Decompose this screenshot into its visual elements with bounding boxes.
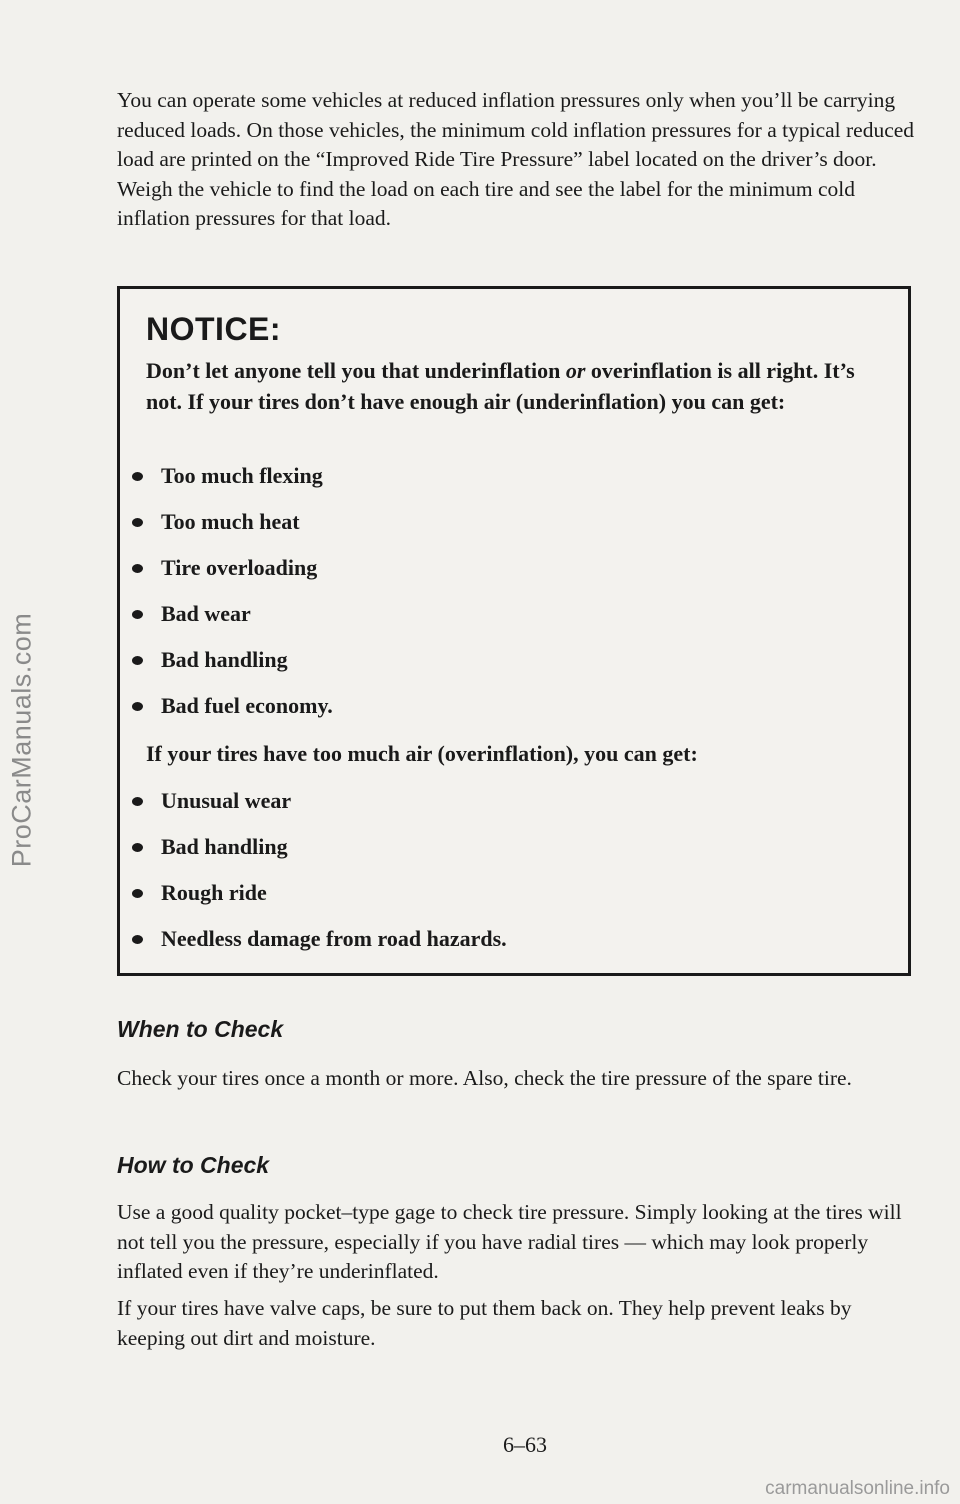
list-item-text: Unusual wear: [161, 788, 292, 813]
bullet-icon: [132, 702, 143, 711]
list-item: [132, 545, 333, 591]
bullet-icon: [132, 564, 143, 573]
notice-intro-italic: or: [565, 358, 586, 383]
notice-intro: [146, 355, 886, 417]
intro-paragraph: You can operate some vehicles at reduced inflation pressures only when you’ll be carrying reduced loads. On those vehicles, the minimum cold inflation pressures for a typical reduced load are printed on the “Improved Ride Tire Pressure” label located on the driver’s door. Weigh the vehicle to find the load on each tire and see the label for the minimum cold inflation pressures for that load.: [117, 88, 915, 230]
overinflation-intro: If your tires have too much air (overinflation), you can get:: [146, 741, 698, 766]
bottom-watermark: carmanualsonline.info: [765, 1478, 950, 1499]
valve-caps-text: If your tires have valve caps, be sure to put them back on. They help prevent leaks by keeping out dirt and moisture.: [117, 1296, 852, 1350]
bullet-icon: [132, 518, 143, 527]
how-to-check-text: Use a good quality pocket–type gage to check tire pressure. Simply looking at the tires will not tell you the pressure, especially if you have radial tires — which may look properly inflated even if they’re underinflated.: [117, 1200, 902, 1283]
list-item: [132, 870, 507, 916]
underinflation-effects-list: [132, 453, 333, 729]
list-item: [132, 499, 333, 545]
list-item-text: Rough ride: [161, 880, 267, 905]
list-item-text: Bad handling: [161, 647, 288, 672]
notice-intro-part2: overinflation is all right. It’s not. If your tires don’t have enough air (underinflation) you can get:: [146, 358, 855, 414]
bullet-icon: [132, 889, 143, 898]
bullet-icon: [132, 472, 143, 481]
list-item: [132, 824, 507, 870]
list-item-text: Bad wear: [161, 601, 251, 626]
list-item: [132, 916, 507, 962]
how-to-check-heading: How to Check: [117, 1152, 270, 1178]
list-item: [132, 778, 507, 824]
list-item: [132, 683, 333, 729]
side-watermark: ProCarManuals.com: [6, 612, 37, 868]
list-item: [132, 637, 333, 683]
overinflation-effects-list: [132, 778, 507, 962]
list-item-text: Too much heat: [161, 509, 300, 534]
list-item-text: Bad handling: [161, 834, 288, 859]
bullet-icon: [132, 610, 143, 619]
intro-section: [117, 86, 917, 234]
list-item: [132, 453, 333, 499]
list-item-text: Too much flexing: [161, 463, 323, 488]
when-to-check-heading: When to Check: [117, 1016, 284, 1042]
page-number: 6–63: [503, 1432, 547, 1457]
bullet-icon: [132, 843, 143, 852]
list-item-text: Tire overloading: [161, 555, 318, 580]
bullet-icon: [132, 935, 143, 944]
bullet-icon: [132, 797, 143, 806]
bullet-icon: [132, 656, 143, 665]
list-item-text: Bad fuel economy.: [161, 693, 333, 718]
list-item: [132, 591, 333, 637]
notice-heading: NOTICE:: [146, 311, 282, 347]
notice-intro-part1: Don’t let anyone tell you that underinflation: [146, 358, 566, 383]
when-to-check-text: Check your tires once a month or more. Also, check the tire pressure of the spare tire.: [117, 1066, 852, 1090]
notice-box: [117, 286, 911, 976]
list-item-text: Needless damage from road hazards.: [161, 926, 507, 951]
